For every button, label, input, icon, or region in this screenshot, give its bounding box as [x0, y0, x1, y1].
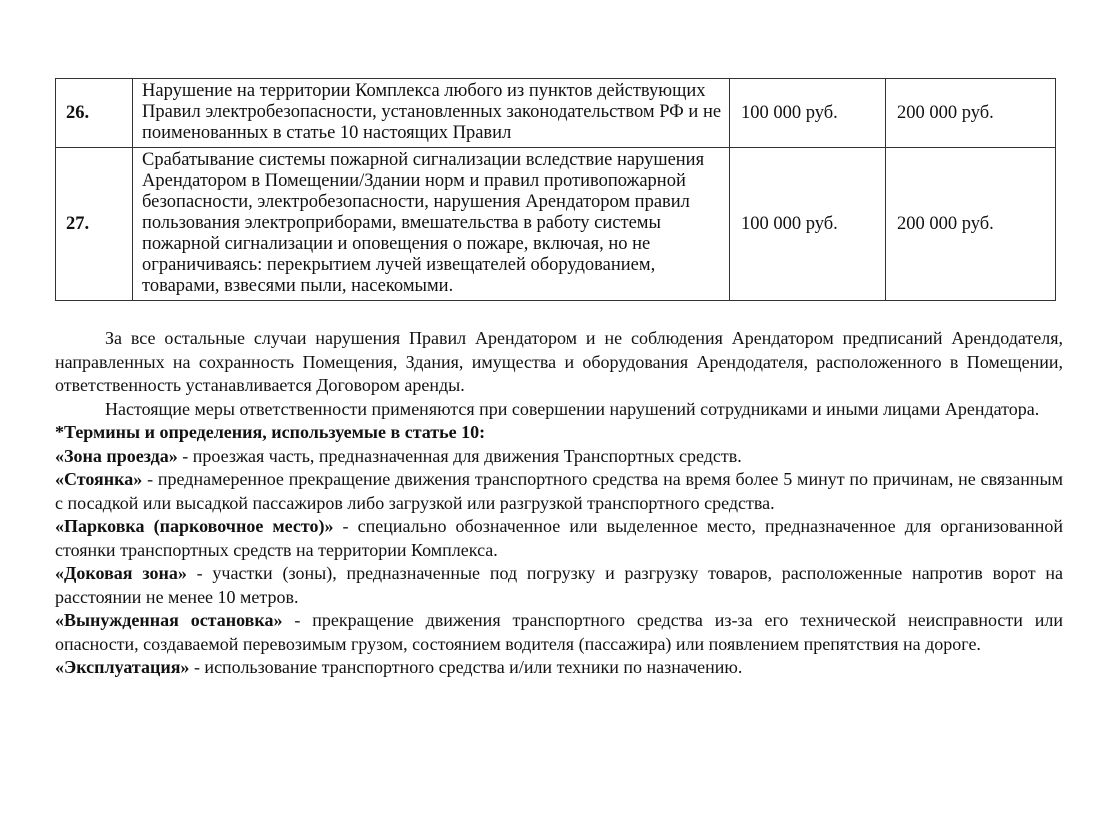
table-row-26: [56, 79, 1056, 148]
row-number-cell: 26.: [56, 79, 133, 148]
fine-repeat-cell: 200 000 руб.: [886, 148, 1056, 301]
term-name: «Парковка (парковочное место)»: [55, 516, 334, 536]
paragraph-liability: За все остальные случаи нарушения Правил Арендатором и не соблюдения Арендатором предписаний Арендодателя, направленных на сохранность Помещения, Здания, имущества и оборудования Арендодателя, расположенного в Помещении, ответственность устанавливается Договором аренды.: [55, 328, 1063, 395]
term-definition-text: - участки (зоны), предназначенные под погрузку и разгрузку товаров, расположенные напротив ворот на расстоянии не менее 10 метров.: [55, 563, 1064, 607]
term-definition: [55, 445, 1063, 469]
table-row-27: [56, 148, 1056, 301]
penalties-table: [55, 78, 1056, 301]
body-text: [55, 327, 1063, 680]
term-definition: [55, 468, 1063, 515]
fine-repeat-cell: 200 000 руб.: [886, 79, 1056, 148]
term-name: «Вынужденная остановка»: [55, 610, 283, 630]
terms-heading: *Термины и определения, используемые в статье 10:: [55, 422, 486, 442]
term-definition-text: - использование транспортного средства и/или техники по назначению.: [193, 657, 743, 677]
term-definition-text: - преднамеренное прекращение движения транспортного средства на время более 5 минут по причинам, не связанным с посадкой или высадкой пассажиров либо загрузкой или разгрузкой транспортного средства.: [55, 469, 1064, 513]
term-name: «Доковая зона»: [55, 563, 187, 583]
term-definition: [55, 515, 1063, 562]
fine-first-cell: 100 000 руб.: [730, 148, 886, 301]
fine-first-cell: 100 000 руб.: [730, 79, 886, 148]
violation-description-cell: Срабатывание системы пожарной сигнализации вследствие нарушения Арендатором в Помещении/Здании норм и правил противопожарной безопасности, электробезопасности, нарушения Арендатором правил пользования электроприборами, вмешательства в работу системы пожарной сигнализации и оповещения о пожаре, включая, но не ограничиваясь: перекрытием лучей извещателей оборудованием, товарами, взвесями пыли, насекомыми.: [133, 148, 730, 301]
term-name: «Стоянка»: [55, 469, 143, 489]
term-definition-text: - прекращение движения транспортного средства из-за его технической неисправности или опасности, создаваемой перевозимым грузом, состоянием водителя (пассажира) или появлением препятствия на дороге.: [55, 610, 1064, 654]
violation-description-cell: Нарушение на территории Комплекса любого из пунктов действующих Правил электробезопасности, установленных законодательством РФ и не поименованных в статье 10 настоящих Правил: [133, 79, 730, 148]
term-definition: [55, 609, 1063, 656]
term-definition-text: - специально обозначенное или выделенное место, предназначенное для организованной стоянки транспортных средств на территории Комплекса.: [55, 516, 1064, 560]
term-definition: [55, 562, 1063, 609]
term-name: «Эксплуатация»: [55, 657, 190, 677]
term-name: «Зона проезда»: [55, 445, 178, 466]
row-number-cell: 27.: [56, 148, 133, 301]
term-definition-text: - проезжая часть, предназначенная для движения Транспортных средств.: [182, 445, 742, 466]
paragraph-scope: Настоящие меры ответственности применяются при совершении нарушений сотрудниками и иными лицами Арендатора.: [105, 398, 1040, 419]
term-definition: [55, 656, 1063, 680]
